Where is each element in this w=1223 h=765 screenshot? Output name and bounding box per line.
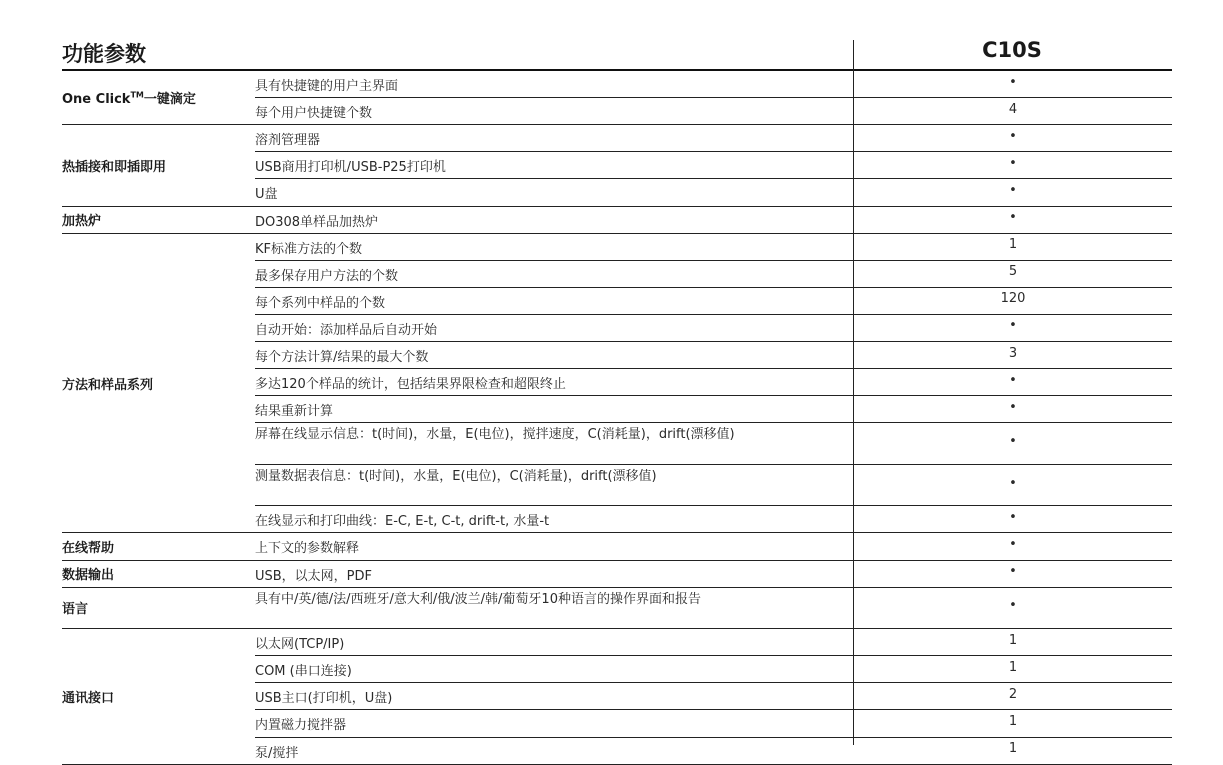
feature-label: DO308单样品加热炉 bbox=[255, 214, 379, 230]
feature-label: 每个系列中样品的个数 bbox=[255, 295, 386, 311]
feature-label: 结果重新计算 bbox=[255, 404, 334, 420]
category-divider bbox=[62, 124, 1172, 125]
feature-value: • bbox=[1009, 564, 1017, 580]
category-label bbox=[62, 88, 196, 107]
category-name: One Click bbox=[62, 92, 131, 108]
row-divider bbox=[255, 97, 1172, 98]
feature-label: COM (串口连接) bbox=[255, 664, 352, 680]
feature-value: • bbox=[1009, 475, 1017, 491]
category-divider bbox=[62, 628, 1172, 629]
feature-label: U盘 bbox=[255, 187, 278, 203]
category-divider bbox=[62, 532, 1172, 533]
model-header: C10S bbox=[982, 38, 1042, 62]
category-name: 加热炉 bbox=[62, 214, 102, 230]
feature-value: 1 bbox=[1008, 741, 1018, 757]
feature-label: 上下文的参数解释 bbox=[255, 541, 360, 557]
feature-label: USB商用打印机/USB-P25打印机 bbox=[255, 160, 446, 176]
feature-value: • bbox=[1009, 399, 1017, 415]
feature-label: 每个用户快捷键个数 bbox=[255, 106, 373, 122]
row-divider bbox=[255, 260, 1172, 261]
row-divider bbox=[255, 395, 1172, 396]
category-label bbox=[62, 374, 153, 393]
trademark-mark: TM bbox=[130, 90, 144, 100]
feature-value: • bbox=[1009, 434, 1017, 450]
category-label bbox=[62, 210, 101, 229]
feature-value: • bbox=[1009, 509, 1017, 525]
category-divider bbox=[62, 560, 1172, 561]
feature-label: 自动开始：添加样品后自动开始 bbox=[255, 322, 438, 338]
category-name: 在线帮助 bbox=[62, 540, 115, 556]
row-divider bbox=[255, 287, 1172, 288]
feature-value: • bbox=[1009, 372, 1017, 388]
feature-label: 在线显示和打印曲线：E-C, E-t, C-t, drift-t, 水量-t bbox=[255, 514, 550, 530]
row-divider bbox=[255, 422, 1172, 423]
feature-value: 120 bbox=[1000, 291, 1026, 307]
feature-value: 1 bbox=[1008, 237, 1018, 253]
category-divider bbox=[62, 764, 1172, 765]
feature-value: • bbox=[1009, 210, 1017, 226]
page-title: 功能参数 bbox=[62, 42, 146, 66]
category-label bbox=[62, 537, 114, 556]
feature-label: 屏幕在线显示信息：t(时间)，水量，E(电位)，搅拌速度，C(消耗量)，drift(漂移值) bbox=[255, 427, 735, 443]
row-divider bbox=[255, 505, 1172, 506]
feature-label: 多达120个样品的统计，包括结果界限检查和超限终止 bbox=[255, 377, 566, 393]
feature-label: 测量数据表信息：t(时间)，水量，E(电位)，C(消耗量)，drift(漂移值) bbox=[255, 468, 657, 484]
feature-label: 每个方法计算/结果的最大个数 bbox=[255, 350, 429, 365]
feature-label: 内置磁力搅拌器 bbox=[255, 718, 347, 734]
feature-value: • bbox=[1009, 536, 1017, 552]
feature-value: 5 bbox=[1008, 264, 1018, 280]
feature-label: 最多保存用户方法的个数 bbox=[255, 268, 399, 284]
feature-value: 1 bbox=[1008, 713, 1018, 729]
row-divider bbox=[255, 709, 1172, 710]
feature-label: 泵/搅拌 bbox=[255, 745, 299, 761]
row-divider bbox=[255, 341, 1172, 342]
category-divider bbox=[62, 587, 1172, 588]
feature-value: • bbox=[1009, 182, 1017, 198]
feature-label: USB主口(打印机，U盘) bbox=[255, 691, 393, 707]
feature-value: 3 bbox=[1008, 345, 1018, 361]
category-label bbox=[62, 598, 88, 617]
feature-value: 1 bbox=[1008, 632, 1018, 648]
feature-value: • bbox=[1009, 598, 1017, 614]
row-divider bbox=[255, 314, 1172, 315]
feature-label: USB，以太网，PDF bbox=[255, 568, 373, 584]
category-divider bbox=[62, 206, 1172, 207]
row-divider bbox=[255, 682, 1172, 683]
category-name: 方法和样品系列 bbox=[62, 377, 154, 393]
feature-label: 以太网(TCP/IP) bbox=[255, 637, 345, 653]
feature-value: • bbox=[1009, 128, 1017, 144]
row-divider bbox=[255, 655, 1172, 656]
row-divider bbox=[255, 737, 1172, 738]
feature-value: • bbox=[1009, 318, 1017, 334]
feature-label: 溶剂管理器 bbox=[255, 133, 321, 149]
row-divider bbox=[255, 464, 1172, 465]
row-divider bbox=[255, 151, 1172, 152]
feature-value: 4 bbox=[1008, 101, 1018, 117]
category-name: 数据输出 bbox=[62, 568, 115, 584]
feature-value: 1 bbox=[1008, 659, 1018, 675]
category-divider bbox=[62, 233, 1172, 234]
category-name: 通讯接口 bbox=[62, 690, 115, 706]
category-name: 语言 bbox=[62, 602, 89, 618]
row-divider bbox=[255, 178, 1172, 179]
category-label bbox=[62, 156, 166, 175]
feature-label: 具有中/英/德/法/西班牙/意大利/俄/波兰/韩/葡萄牙10种语言的操作界面和报告 bbox=[255, 591, 701, 607]
feature-value: 2 bbox=[1008, 686, 1018, 702]
feature-label: KF标准方法的个数 bbox=[255, 241, 363, 257]
row-divider bbox=[255, 368, 1172, 369]
feature-label: 具有快捷键的用户主界面 bbox=[255, 79, 399, 94]
category-name: 热插接和即插即用 bbox=[62, 159, 167, 175]
category-label bbox=[62, 687, 114, 706]
feature-value: • bbox=[1009, 74, 1017, 90]
header-divider bbox=[62, 69, 1172, 71]
category-label bbox=[62, 564, 114, 583]
category-suffix: 一键滴定 bbox=[143, 92, 196, 108]
feature-value: • bbox=[1009, 155, 1017, 171]
